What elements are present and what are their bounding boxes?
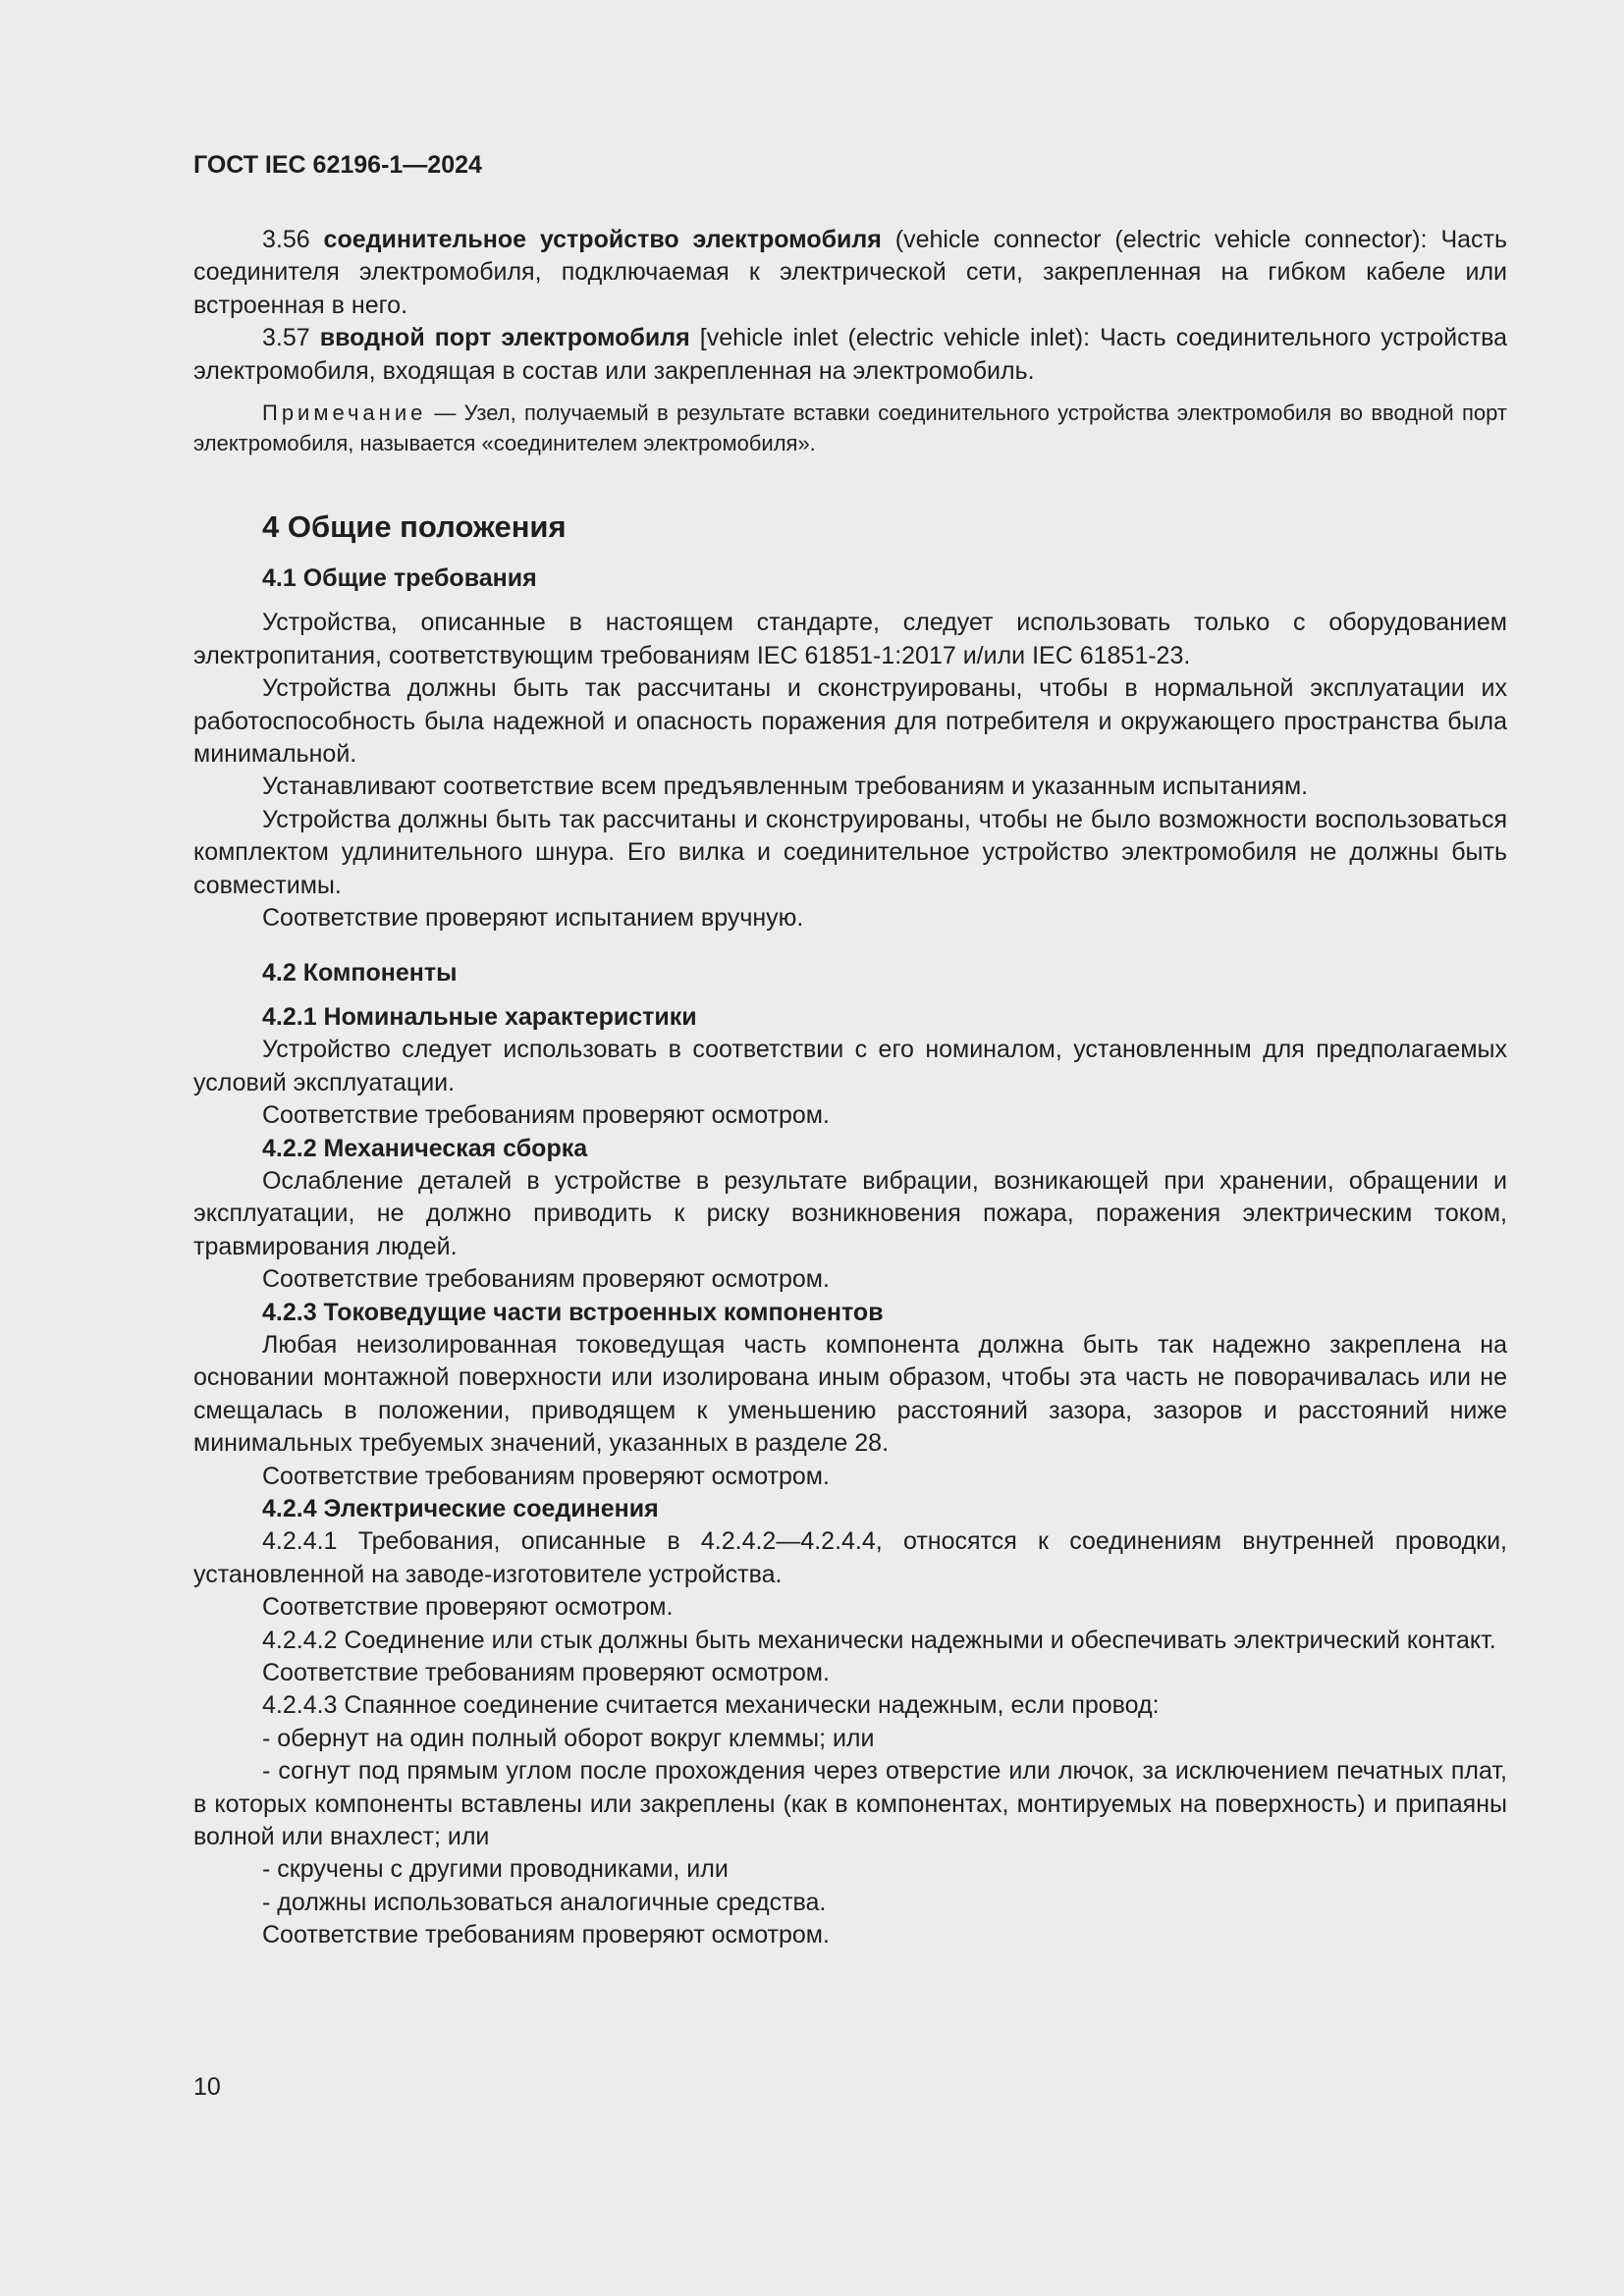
- paragraph: Устройства должны быть так рассчитаны и сконструированы, чтобы в нормальной эксплуатации их работоспособность была надежной и опасность поражения для потребителя и окружающего пространства была минимальной.: [193, 674, 1507, 769]
- list-item: - обернут на один полный оборот вокруг клеммы; или: [262, 1724, 875, 1752]
- list-item: - согнут под прямым углом после прохождения через отверстие или лючок, за исключением печатных плат, в которых компоненты вставлены или закреплены (как в компонентах, монтируемых на поверхность) и припаяны волной или внахлест; или: [193, 1757, 1507, 1851]
- paragraph: Устройства, описанные в настоящем стандарте, следует использовать только с оборудованием электропитания, соответствующим требованиям IEC 61851-1:2017 и/или IEC 61851-23.: [193, 609, 1507, 669]
- paragraph: Соответствие требованиям проверяют осмотром.: [262, 1462, 830, 1490]
- definition-3-56: [193, 224, 1507, 322]
- section-4-2-title: 4.2 Компоненты: [262, 958, 458, 987]
- paragraph: 4.2.4.1 Требования, описанные в 4.2.4.2—4.2.4.4, относятся к соединениям внутренней проводки, установленной на заводе-изготовителе устройства.: [193, 1527, 1507, 1588]
- paragraph: Соответствие требованиям проверяют осмотром.: [262, 1265, 830, 1294]
- paragraph: 4.2.4.2 Соединение или стык должны быть механически надежными и обеспечивать электрический контакт.: [262, 1626, 1496, 1654]
- paragraph: Ослабление деталей в устройстве в результате вибрации, возникающей при хранении, обращении и эксплуатации, не должно приводить к риску возникновения пожара, поражения электрическим током, травмирования людей.: [193, 1166, 1507, 1260]
- section-4-2-2-title: 4.2.2 Механическая сборка: [262, 1134, 588, 1162]
- definition-text: (vehicle connector (electric vehicle connector): Часть соединителя электромобиля, подключаемая к электрической сети, закрепленная на гибком кабеле или встроенная в него.: [193, 226, 1507, 319]
- paragraph: Соответствие проверяют испытанием вручную.: [262, 904, 804, 933]
- paragraph: Любая неизолированная токоведущая часть компонента должна быть так надежно закреплена на основании монтажной поверхности или изолирована иным образом, чтобы эта часть не поворачивалась или не смещалась в положении, приводящем к уменьшению расстояний зазора, зазоров и расстояний ниже минимальных требуемых значений, указанных в разделе 28.: [193, 1330, 1507, 1458]
- definition-number: 3.56: [262, 226, 310, 253]
- list-item: - скручены с другими проводниками, или: [262, 1855, 729, 1884]
- note-text: — Узел, получаемый в результате вставки соединительного устройства электромобиля во вводной порт электромобиля, называется «соединителем электромобиля».: [193, 400, 1507, 456]
- paragraph: Устройство следует использовать в соответствии с его номиналом, установленным для предполагаемых условий эксплуатации.: [193, 1036, 1507, 1096]
- paragraph: Соответствие требованиям проверяют осмотром.: [262, 1921, 830, 1949]
- document-header: ГОСТ IEC 62196-1—2024: [193, 151, 482, 179]
- paragraph: Соответствие требованиям проверяют осмотром.: [262, 1659, 830, 1687]
- definition-text: [vehicle inlet (electric vehicle inlet): Часть соединительного устройства электромобиля, входящая в состав или закрепленная на электромобиль.: [193, 324, 1507, 385]
- paragraph: Соответствие требованиям проверяют осмотром.: [262, 1101, 830, 1130]
- section-4-2-1-title: 4.2.1 Номинальные характеристики: [262, 1002, 697, 1031]
- section-4-1-title: 4.1 Общие требования: [262, 564, 537, 593]
- definition-3-57: [193, 322, 1507, 388]
- paragraph: Устанавливают соответствие всем предъявленным требованиям и указанным испытаниям.: [262, 773, 1309, 801]
- page-number: 10: [193, 2073, 221, 2101]
- note-label: Примечание: [262, 400, 427, 426]
- definition-number: 3.57: [262, 324, 310, 352]
- list-item: - должны использоваться аналогичные средства.: [262, 1888, 827, 1916]
- note: [193, 398, 1507, 458]
- paragraph: 4.2.4.3 Спаянное соединение считается механически надежным, если провод:: [262, 1691, 1160, 1720]
- section-4-2-3-title: 4.2.3 Токоведущие части встроенных компонентов: [262, 1298, 884, 1326]
- section-4-title: 4 Общие положения: [262, 509, 567, 545]
- paragraph: Устройства должны быть так рассчитаны и сконструированы, чтобы не было возможности воспользоваться комплектом удлинительного шнура. Его вилка и соединительное устройство электромобиля не должны быть совместимы.: [193, 805, 1507, 899]
- definition-term: вводной порт электромобиля: [319, 324, 690, 352]
- document-body: [193, 224, 1507, 1952]
- definition-term: соединительное устройство электромобиля: [323, 226, 882, 253]
- section-4-2-4-title: 4.2.4 Электрические соединения: [262, 1495, 659, 1522]
- paragraph: Соответствие проверяют осмотром.: [262, 1593, 674, 1622]
